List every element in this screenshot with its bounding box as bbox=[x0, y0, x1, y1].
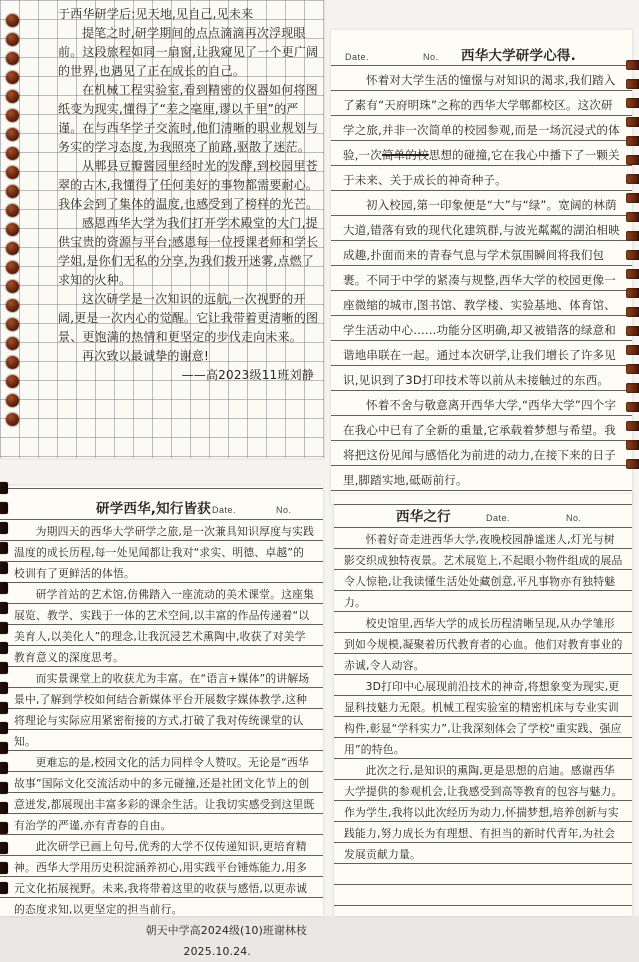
handwritten-paragraph: 研学首站的艺术馆,仿佛踏入一座流动的美术课堂。这座集展览、教学、实践于一体的艺术空间,以丰富的作品传递着“以美育人,以美化人”的理念,让我沉浸艺术熏陶中,收获了对美学教育意义的深度思考。 bbox=[14, 588, 315, 664]
handwritten-paragraph: 而实景课堂上的收获尤为丰富。在“语言+媒体”的讲解场景中,了解到学校如何结合新媒体平台开展数字媒体教学,这种将理论与实际应用紧密衔接的方式,打破了我对传统课堂的认知。 bbox=[14, 672, 310, 748]
handwritten-paragraph: 怀着好奇走进西华大学,夜晚校园静谧迷人,灯光与树影交织成独特夜景。艺术展览上,不起眼小物件组成的展品令人惊艳,让我读懂生活处处藏创意,平凡事物亦有独特魅力。 bbox=[344, 533, 623, 609]
handwritten-paragraph: 3D打印中心展现前沿技术的神奇,将想象变为现实,更显科技魅力无限。机械工程实验室的精密机床与专业实训构件,彰显“学科实力”,让我深刻体会了学校“重实践、强应用”的特色。 bbox=[344, 680, 622, 756]
handwritten-paragraph: 感恩西华大学为我们打开学术殿堂的大门,提供宝贵的资源与平台;感恩每一位授课老师和学长学姐,是你们无私的分享,为我们拨开迷雾,点燃了求知的火种。 bbox=[58, 216, 319, 287]
binding-mark-icon bbox=[0, 762, 8, 774]
binding-hole-icon bbox=[6, 375, 19, 388]
binding-mark-icon bbox=[626, 117, 639, 127]
binding-hole-icon bbox=[6, 166, 19, 179]
page-title: 西华之行 bbox=[396, 509, 451, 525]
binding-mark-icon bbox=[626, 402, 639, 412]
page-title: 于西华研学后:见天地,见自己,见未来 bbox=[58, 7, 254, 21]
binding-mark-icon bbox=[0, 482, 8, 494]
date-label: Date. bbox=[345, 52, 370, 62]
binding-hole-icon bbox=[6, 318, 19, 331]
page-header bbox=[331, 30, 632, 66]
binding-mark-icon bbox=[0, 682, 8, 694]
binding-mark-icon bbox=[626, 459, 639, 469]
binding-hole-icon bbox=[6, 33, 19, 46]
binding-hole-icon bbox=[6, 147, 19, 160]
handwritten-paragraph: 提笔之时,研学期间的点点滴滴再次浮现眼前。这段旅程如同一扇窗,让我窥见了一个更广阔的世界,也遇见了正在成长的自己。 bbox=[58, 26, 319, 78]
binding-mark-icon bbox=[626, 383, 639, 393]
binding-hole-icon bbox=[6, 242, 19, 255]
binding-hole-icon bbox=[6, 90, 19, 103]
no-label: No. bbox=[276, 505, 292, 515]
binding-mark-icon bbox=[626, 79, 639, 89]
binding-hole-icon bbox=[6, 185, 19, 198]
binding-hole-icon bbox=[6, 280, 19, 293]
binding-mark-icon bbox=[626, 307, 639, 317]
binding-hole-icon bbox=[6, 413, 19, 426]
binding-mark-icon bbox=[0, 622, 8, 634]
binding-marks-left-column bbox=[0, 482, 8, 894]
binding-mark-icon bbox=[626, 288, 639, 298]
binding-mark-icon bbox=[626, 421, 639, 431]
page-text-block bbox=[58, 5, 320, 385]
binding-hole-icon bbox=[6, 356, 19, 369]
binding-mark-icon bbox=[626, 174, 639, 184]
binding-hole-icon bbox=[6, 223, 19, 236]
page-header bbox=[0, 486, 323, 519]
binding-mark-icon bbox=[0, 502, 8, 514]
binding-marks-right-column bbox=[626, 60, 639, 469]
binding-hole-icon bbox=[6, 261, 19, 274]
handwritten-paragraph: 校史馆里,西华大学的成长历程清晰呈现,从办学雏形到如今规模,凝聚着历代教育者的心血。他们对教育事业的赤诚,令人动容。 bbox=[344, 617, 623, 672]
binding-mark-icon bbox=[0, 642, 8, 654]
page-text-block bbox=[0, 519, 323, 962]
page-text-block bbox=[331, 66, 632, 518]
binding-mark-icon bbox=[0, 522, 8, 534]
binding-mark-icon bbox=[626, 250, 639, 260]
handwritten-paragraph: 在机械工程实验室,看到精密的仪器如何将图纸变为现实,懂得了“差之毫厘,谬以千里”的严谨。在与西华学子交流时,他们清晰的职业规划与务实的学习态度,为我照亮了前路,驱散了迷茫。 bbox=[58, 83, 319, 154]
binding-mark-icon bbox=[626, 345, 639, 355]
handwritten-paragraph bbox=[343, 68, 622, 193]
binding-mark-icon bbox=[0, 662, 8, 674]
binding-mark-icon bbox=[0, 862, 8, 874]
binding-hole-icon bbox=[6, 337, 19, 350]
handwritten-paragraph: 从郫县豆瓣酱园里经时光的发酵,到校园里苍翠的古木,我懂得了任何美好的事物都需要耐心。我体会到了集体的温度,也感受到了榜样的光芒。 bbox=[58, 159, 319, 211]
signature: ——高2023级11班刘静 bbox=[181, 368, 314, 382]
struck-text: 简单的校 bbox=[381, 148, 429, 162]
date-label: Date. bbox=[486, 513, 511, 523]
binding-hole-icon bbox=[6, 52, 19, 65]
binding-mark-icon bbox=[626, 193, 639, 203]
page-reflection-xielinzhi bbox=[0, 486, 323, 958]
handwritten-paragraph: 此次研学已画上句号,优秀的大学不仅传递知识,更培育精神。西华大学用历史积淀涵养初心,用实践平台锤炼能力,用多元文化拓展视野。未来,我将带着这里的收获与感悟,以更赤诚的态度求知,以更坚定的担当前行。 bbox=[14, 840, 308, 916]
binding-mark-icon bbox=[626, 212, 639, 222]
handwritten-paragraph: 更难忘的是,校园文化的活力同样令人赞叹。无论是“西华故事”国际文化交流活动中的多元碰撞,还是社团文化节上的创意迸发,都展现出丰富多彩的课余生活。让我切实感受到这里既有治学的严谨,亦有青春的自由。 bbox=[14, 756, 315, 832]
binding-mark-icon bbox=[626, 136, 639, 146]
signature: 朝天中学高2024级(10)班谢林枝 bbox=[145, 924, 307, 937]
page-reflection-liujing bbox=[0, 0, 324, 458]
binding-holes-column bbox=[6, 14, 19, 426]
binding-hole-icon bbox=[6, 14, 19, 27]
binding-mark-icon bbox=[0, 842, 8, 854]
page-text-block bbox=[334, 527, 632, 865]
binding-hole-icon bbox=[6, 128, 19, 141]
binding-mark-icon bbox=[626, 155, 639, 165]
binding-mark-icon bbox=[626, 98, 639, 108]
signature-date: 2025.10.24. bbox=[183, 945, 251, 958]
binding-mark-icon bbox=[626, 231, 639, 241]
page-reflection-wangzhengyi bbox=[331, 30, 632, 504]
handwritten-paragraph: 再次致以最诚挚的谢意! bbox=[82, 349, 210, 363]
paragraph-segment: 怀着对大学生活的憧憬与对知识的渴求,我们踏入了素有“天府明珠”之称的西华大学郫都校区。这次研学之旅,并非一次简单的校园参观,而是一场沉浸式的体验,一次 bbox=[343, 73, 620, 162]
binding-mark-icon bbox=[0, 822, 8, 834]
binding-hole-icon bbox=[6, 299, 19, 312]
binding-mark-icon bbox=[0, 782, 8, 794]
page-title: 西华大学研学心得. bbox=[461, 48, 576, 64]
binding-mark-icon bbox=[626, 364, 639, 374]
handwritten-paragraph: 此次之行,是知识的熏陶,更是思想的启迪。感谢西华大学提供的参观机会,让我感受到高等教育的包容与魅力。作为学生,我将以此次经历为动力,怀揣梦想,培养创新与实践能力,努力成长为有理想、有担当的新时代青年,为社会发展贡献力量。 bbox=[344, 764, 623, 861]
binding-mark-icon bbox=[0, 562, 8, 574]
handwritten-paragraph: 为期四天的西华大学研学之旅,是一次兼具知识厚度与实践温度的成长历程,每一处见闻都让我对“求实、明德、卓越”的校训有了更鲜活的体悟。 bbox=[14, 525, 315, 580]
binding-mark-icon bbox=[0, 802, 8, 814]
handwritten-paragraph: 怀着不舍与敬意离开西华大学,“西华大学”四个字在我心中已有了全新的重量,它承载着梦想与希望。我将把这份见闻与感悟化为前进的动力,在接下来的日子里,脚踏实地,砥砺前行。 bbox=[343, 398, 617, 487]
binding-mark-icon bbox=[626, 326, 639, 336]
no-label: No. bbox=[566, 513, 582, 523]
binding-mark-icon bbox=[0, 582, 8, 594]
binding-hole-icon bbox=[6, 71, 19, 84]
handwritten-paragraph: 初入校园,第一印象便是“大”与“绿”。宽阔的林荫大道,错落有致的现代化建筑群,与波光粼粼的湖泊相映成趣,扑面而来的青春气息与学术氛围瞬间将我们包裹。不同于中学的紧凑与规整,西华大学的校园更像一座微缩的城市,图书馆、教学楼、实验基地、体育馆、学生活动中心……功能分区明确,却又被错落的绿意和谐地串联在一起。通过本次研学,让我们增长了许多见识,见识到了3D打印技术等以前从未接触过的东西。 bbox=[343, 198, 620, 387]
no-label: No. bbox=[423, 52, 439, 62]
binding-mark-icon bbox=[0, 542, 8, 554]
page-reflection-xihua-trip bbox=[334, 494, 632, 916]
binding-mark-icon bbox=[626, 440, 639, 450]
handwritten-paragraph: 这次研学是一次知识的远航,一次视野的开阔,更是一次内心的觉醒。它让我带着更清晰的图景、更饱满的热情和更坚定的步伐走向未来。 bbox=[58, 292, 319, 344]
page-header bbox=[334, 494, 632, 527]
binding-mark-icon bbox=[626, 269, 639, 279]
binding-mark-icon bbox=[626, 60, 639, 70]
date-label: Date. bbox=[212, 505, 237, 515]
binding-mark-icon bbox=[0, 742, 8, 754]
paragraph-segment: 思想的碰撞,它在我心中播下了一颗关于未来、关于成长的神奇种子。 bbox=[343, 148, 620, 187]
page-title: 研学西华,知行皆获 bbox=[96, 501, 211, 517]
binding-hole-icon bbox=[6, 204, 19, 217]
binding-mark-icon bbox=[0, 882, 8, 894]
binding-hole-icon bbox=[6, 109, 19, 122]
binding-hole-icon bbox=[6, 394, 19, 407]
binding-mark-icon bbox=[0, 602, 8, 614]
binding-mark-icon bbox=[0, 722, 8, 734]
binding-mark-icon bbox=[0, 702, 8, 714]
